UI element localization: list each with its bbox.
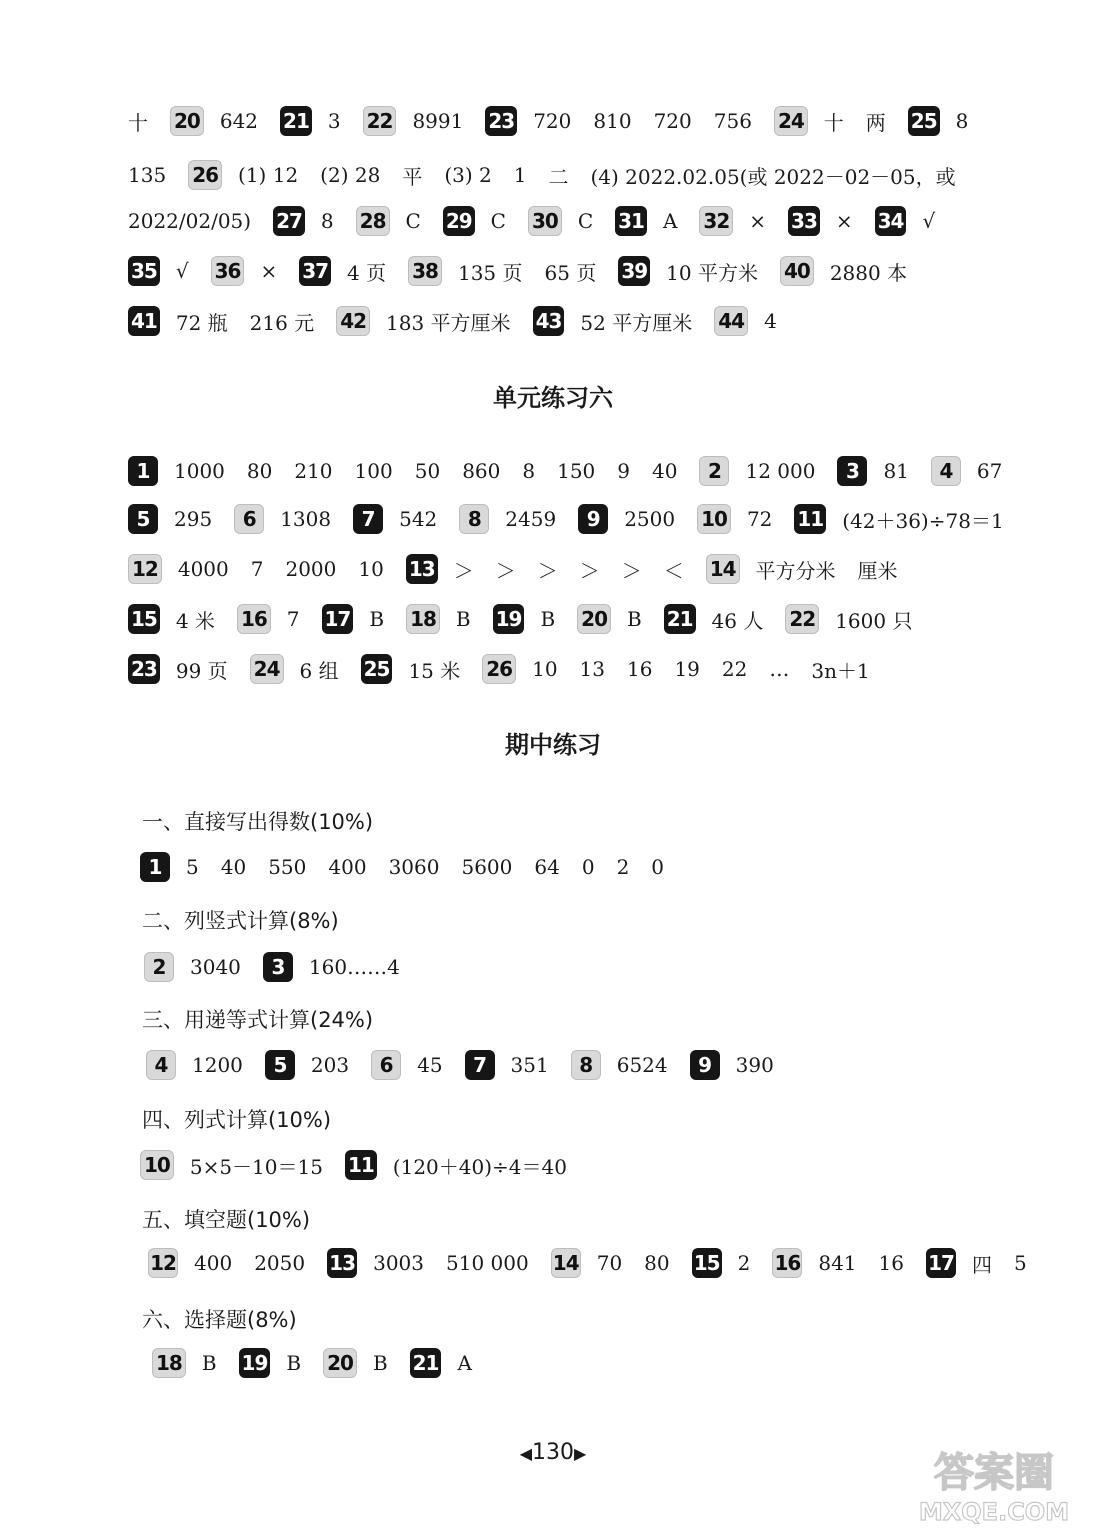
answer-line — [128, 160, 1046, 190]
answer-text: 6 组 — [299, 658, 339, 683]
question-number-badge: 17 — [926, 1248, 956, 1278]
answer-text: 3040 — [190, 955, 241, 979]
question-number-badge: 24 — [250, 654, 284, 684]
question-number-badge: 36 — [211, 256, 245, 286]
answer-text: 135 页 — [457, 260, 523, 285]
question-number-badge: 3 — [837, 456, 867, 486]
answer-text: × — [835, 209, 853, 233]
answer-text: 72 瓶 — [175, 310, 228, 335]
answer-line — [128, 106, 1046, 136]
answer-text: (3) 2 — [444, 163, 492, 187]
answer-text: 46 人 — [711, 608, 764, 633]
question-number-badge: 26 — [482, 654, 516, 684]
answer-text: (1) 12 — [238, 163, 299, 187]
question-number-badge: 31 — [615, 206, 647, 236]
question-number-badge: 14 — [551, 1248, 581, 1278]
answer-text: 510 000 — [446, 1251, 529, 1275]
answer-text: 十 — [128, 110, 148, 135]
answer-text: × — [749, 209, 767, 233]
answer-text: 8991 — [412, 109, 464, 133]
answer-text: 216 元 — [249, 310, 315, 335]
answer-text: 3060 — [388, 855, 440, 879]
answer-text: 2459 — [505, 507, 557, 531]
question-number-badge: 13 — [327, 1248, 357, 1278]
answer-text: 3 — [327, 109, 341, 133]
answer-line — [128, 206, 1046, 236]
answer-text: 1200 — [192, 1053, 243, 1077]
question-number-badge: 39 — [618, 256, 650, 286]
answer-text: 1600 只 — [835, 608, 913, 633]
answer-text: 厘米 — [857, 558, 898, 583]
question-number-badge: 32 — [699, 206, 733, 236]
answer-text: 400 — [194, 1251, 233, 1275]
question-number-badge: 20 — [170, 106, 204, 136]
answer-text: C — [577, 209, 594, 233]
answer-text: B — [369, 607, 385, 631]
answer-text: 19 — [674, 657, 700, 681]
question-number-badge: 21 — [664, 604, 696, 634]
question-number-badge: 42 — [336, 306, 370, 336]
answer-text: 1 — [513, 163, 527, 187]
answer-text: 4 — [764, 309, 777, 333]
question-number-badge: 23 — [485, 106, 517, 136]
question-number-badge: 15 — [128, 604, 160, 634]
question-number-badge: 7 — [465, 1050, 495, 1080]
question-number-badge: 30 — [528, 206, 562, 236]
answer-text: B — [201, 1351, 217, 1375]
question-number-badge: 10 — [140, 1150, 174, 1180]
answer-text: × — [260, 259, 278, 283]
answer-text: B — [372, 1351, 388, 1375]
answer-text: 642 — [219, 109, 259, 133]
answer-text: 99 页 — [175, 658, 228, 683]
answer-line — [144, 952, 1046, 982]
section-title: 五、填空题(10%) — [142, 1208, 311, 1232]
answer-text: 72 — [746, 507, 773, 531]
answer-text: (4) 2022.02.05(或 2022－02－05，或 — [590, 164, 956, 189]
answer-text: 550 — [268, 855, 307, 879]
question-number-badge: 5 — [128, 504, 158, 534]
answer-text: 40 — [652, 459, 678, 483]
answer-text: 7 — [286, 607, 300, 631]
answer-text: 10 — [358, 557, 384, 581]
answer-text: 5×5－10＝15 — [189, 1154, 323, 1179]
answer-line — [128, 604, 1046, 634]
question-number-badge: 6 — [234, 504, 264, 534]
answer-text: 平 — [402, 164, 423, 189]
answer-text: 390 — [735, 1053, 774, 1077]
answer-text: ＜ — [663, 558, 684, 583]
question-number-badge: 7 — [353, 504, 383, 534]
answer-line — [128, 456, 1046, 486]
answer-text: 0 — [581, 855, 595, 879]
question-number-badge: 33 — [788, 206, 820, 236]
question-number-badge: 20 — [323, 1348, 357, 1378]
answer-text: 两 — [865, 110, 886, 135]
answer-text: 2500 — [624, 507, 676, 531]
answer-text: 1000 — [174, 459, 225, 483]
answer-text: B — [540, 607, 556, 631]
question-number-badge: 6 — [371, 1050, 401, 1080]
answer-text: 16 — [627, 657, 653, 681]
answer-text: 80 — [644, 1251, 670, 1275]
section-title: 三、用递等式计算(24%) — [142, 1008, 374, 1032]
answer-text: 4 页 — [347, 260, 387, 285]
answer-line — [152, 1348, 1046, 1378]
answer-text: 50 — [414, 459, 441, 483]
answer-text: 860 — [462, 459, 501, 483]
question-number-badge: 11 — [345, 1150, 377, 1180]
answer-text: 2 — [737, 1251, 751, 1275]
answer-text: 810 — [593, 109, 632, 133]
answer-text: 295 — [174, 507, 213, 531]
answer-text: 9 — [617, 459, 631, 483]
answer-text: 2022/02/05) — [128, 209, 252, 233]
question-number-badge: 24 — [774, 106, 808, 136]
answer-text: 2000 — [285, 557, 337, 581]
right-arrow-icon: ▶ — [574, 1444, 587, 1463]
answer-text: 8 — [320, 209, 334, 233]
answer-text: 40 — [220, 855, 247, 879]
answer-text: 720 — [533, 109, 572, 133]
answer-text: 542 — [399, 507, 438, 531]
answer-text: 15 米 — [408, 658, 461, 683]
section-title: 六、选择题(8%) — [142, 1308, 297, 1332]
answer-text: 2050 — [254, 1251, 306, 1275]
question-number-badge: 8 — [571, 1050, 601, 1080]
answer-text: B — [286, 1351, 302, 1375]
question-number-badge: 9 — [690, 1050, 720, 1080]
question-number-badge: 18 — [152, 1348, 186, 1378]
question-number-badge: 29 — [443, 206, 475, 236]
answer-text: ＞ — [579, 558, 600, 583]
question-number-badge: 37 — [299, 256, 331, 286]
question-number-badge: 1 — [128, 456, 158, 486]
answer-line — [128, 554, 1046, 584]
question-number-badge: 21 — [410, 1348, 442, 1378]
question-number-badge: 2 — [699, 456, 729, 486]
answer-text: 1308 — [280, 507, 332, 531]
question-number-badge: 34 — [875, 206, 907, 236]
answer-text: 150 — [557, 459, 596, 483]
answer-line — [128, 654, 1046, 684]
question-number-badge: 15 — [692, 1248, 722, 1278]
question-number-badge: 14 — [706, 554, 740, 584]
answer-text: A — [457, 1351, 472, 1375]
answer-text: 4000 — [177, 557, 229, 581]
answer-line — [128, 306, 1046, 336]
question-number-badge: 19 — [493, 604, 525, 634]
section-heading: 单元练习六 — [493, 384, 613, 412]
question-number-badge: 23 — [128, 654, 160, 684]
answer-line — [128, 256, 1046, 286]
answer-text: 841 — [818, 1251, 857, 1275]
question-number-badge: 19 — [239, 1348, 271, 1378]
question-number-badge: 5 — [265, 1050, 295, 1080]
question-number-badge: 44 — [714, 306, 748, 336]
answer-text: 210 — [294, 459, 333, 483]
question-number-badge: 43 — [533, 306, 565, 336]
answer-line — [140, 852, 1046, 882]
answer-text: 183 平方厘米 — [386, 310, 511, 335]
section-title: 四、列式计算(10%) — [142, 1108, 332, 1132]
answer-text: 720 — [653, 109, 692, 133]
answer-text: 351 — [510, 1053, 549, 1077]
answer-text: 5 — [186, 855, 199, 879]
answer-text: C — [405, 209, 421, 233]
question-number-badge: 26 — [188, 160, 222, 190]
answer-text: 13 — [579, 657, 605, 681]
answer-text: 6524 — [616, 1053, 668, 1077]
answer-text: 70 — [596, 1251, 623, 1275]
question-number-badge: 13 — [406, 554, 438, 584]
answer-text: 135 — [128, 163, 167, 187]
question-number-badge: 18 — [406, 604, 440, 634]
answer-text: 10 平方米 — [666, 260, 758, 285]
answer-text: 2880 本 — [829, 260, 908, 285]
answer-text: C — [490, 209, 506, 233]
answer-text: 65 页 — [544, 260, 597, 285]
answer-line — [128, 504, 1046, 534]
answer-text: ＞ — [453, 558, 474, 583]
answer-text: 100 — [354, 459, 393, 483]
question-number-badge: 1 — [140, 852, 170, 882]
question-number-badge: 28 — [356, 206, 390, 236]
question-number-badge: 2 — [144, 952, 174, 982]
question-number-badge: 38 — [408, 256, 442, 286]
answer-text: 7 — [250, 557, 264, 581]
question-number-badge: 27 — [273, 206, 305, 236]
question-number-badge: 22 — [363, 106, 397, 136]
question-number-badge: 3 — [263, 952, 293, 982]
answer-text: 4 米 — [175, 608, 215, 633]
question-number-badge: 40 — [780, 256, 814, 286]
answer-text: 52 平方厘米 — [580, 310, 693, 335]
answer-text: 3003 — [373, 1251, 424, 1275]
answer-text: 400 — [328, 855, 367, 879]
answer-text: 12 000 — [745, 459, 816, 483]
answer-text: (42＋36)÷78＝1 — [842, 508, 1004, 533]
answer-text: 四 — [972, 1252, 992, 1277]
answer-text: 3n＋1 — [811, 658, 870, 683]
answer-text: 80 — [246, 459, 273, 483]
question-number-badge: 25 — [908, 106, 940, 136]
answer-line — [146, 1050, 1046, 1080]
answer-text: ＞ — [621, 558, 642, 583]
answer-text: ＞ — [537, 558, 558, 583]
answer-text: √ — [922, 209, 936, 233]
answer-text: 2 — [616, 855, 630, 879]
answer-text: 8 — [955, 109, 969, 133]
question-number-badge: 25 — [361, 654, 393, 684]
answer-line — [148, 1248, 1046, 1278]
answer-text: 45 — [417, 1053, 443, 1077]
answer-text: 5600 — [461, 855, 513, 879]
answer-text: 二 — [548, 164, 569, 189]
watermark-logo — [894, 1438, 1094, 1528]
answer-line — [140, 1150, 1046, 1180]
watermark-top-text: 答案圈 — [934, 1450, 1054, 1496]
answer-text: 十 — [823, 110, 844, 135]
question-number-badge: 16 — [237, 604, 271, 634]
answer-text: 8 — [522, 459, 536, 483]
question-number-badge: 21 — [280, 106, 312, 136]
question-number-badge: 35 — [128, 256, 160, 286]
section-heading: 期中练习 — [505, 731, 601, 759]
answer-text: … — [769, 657, 790, 681]
answer-text: (2) 28 — [320, 163, 381, 187]
question-number-badge: 11 — [794, 504, 826, 534]
page-number-value: 130 — [532, 1440, 574, 1465]
question-number-badge: 4 — [931, 456, 961, 486]
question-number-badge: 16 — [772, 1248, 802, 1278]
answer-text: 160……4 — [308, 955, 400, 979]
question-number-badge: 41 — [128, 306, 160, 336]
question-number-badge: 8 — [459, 504, 489, 534]
answer-text: A — [662, 209, 678, 233]
answer-text: B — [455, 607, 471, 631]
question-number-badge: 10 — [697, 504, 731, 534]
answer-text: 0 — [651, 855, 665, 879]
question-number-badge: 12 — [148, 1248, 178, 1278]
question-number-badge: 4 — [146, 1050, 176, 1080]
question-number-badge: 9 — [578, 504, 608, 534]
answer-text: (120＋40)÷4＝40 — [392, 1154, 567, 1179]
left-arrow-icon: ◀ — [519, 1444, 532, 1463]
question-number-badge: 20 — [577, 604, 611, 634]
section-title: 二、列竖式计算(8%) — [142, 909, 339, 933]
answer-text: 64 — [534, 855, 560, 879]
answer-text: 203 — [310, 1053, 350, 1077]
answer-text: 10 — [532, 657, 558, 681]
answer-text: 67 — [976, 459, 1003, 483]
question-number-badge: 12 — [128, 554, 162, 584]
answer-text: 16 — [878, 1251, 904, 1275]
answer-text: 22 — [721, 657, 748, 681]
watermark-bottom-text: MXQE.COM — [918, 1498, 1070, 1526]
answer-text: 81 — [883, 459, 909, 483]
question-number-badge: 17 — [322, 604, 354, 634]
question-number-badge: 22 — [785, 604, 819, 634]
answer-text: ＞ — [495, 558, 516, 583]
answer-text: B — [627, 607, 642, 631]
answer-text: √ — [175, 259, 189, 283]
section-title: 一、直接写出得数(10%) — [142, 810, 374, 834]
answer-text: 5 — [1014, 1251, 1027, 1275]
answer-text: 756 — [713, 109, 752, 133]
answer-text: 平方分米 — [755, 558, 836, 583]
